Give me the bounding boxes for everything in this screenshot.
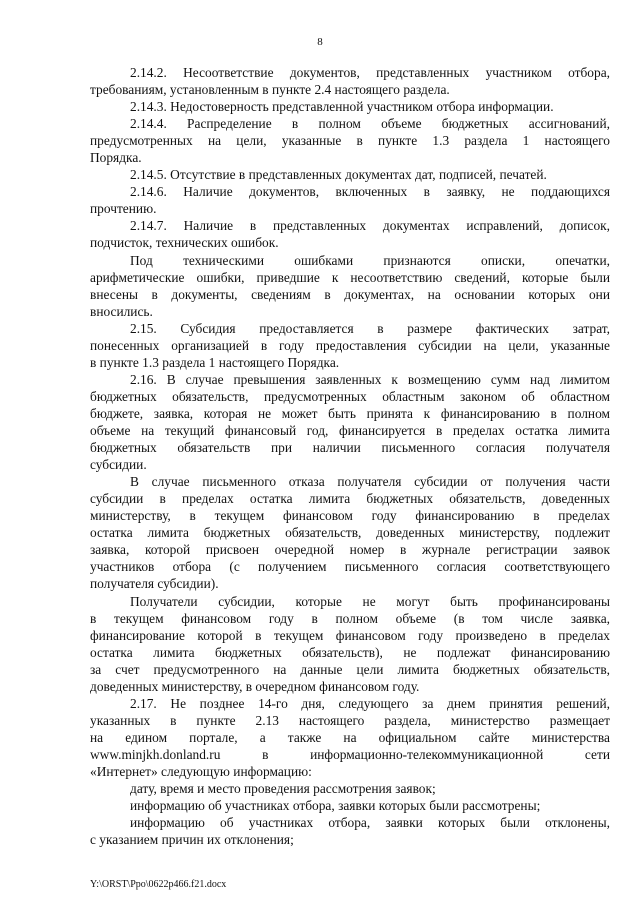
- text-line: вносились.: [90, 304, 153, 319]
- text-line: информацию об участниках отбора, заявки которых были рассмотрены;: [130, 798, 541, 813]
- text-line: www.minjkh.donland.ru в информационно-телекоммуникационной сети: [90, 747, 610, 762]
- text-line: Порядка.: [90, 150, 142, 165]
- text-line: 2.15. Субсидия предоставляется в размере фактических затрат,: [130, 321, 610, 336]
- text-line: подчисток, технических ошибок.: [90, 235, 279, 250]
- text-line: участников отбора (с получением письменного согласия соответствующего: [90, 559, 610, 574]
- text-line: понесенных организацией в году предоставления субсидии на цели, указанные: [90, 338, 610, 353]
- text-line: за счет предусмотренного на данные цели лимита бюджетных обязательств,: [90, 662, 610, 677]
- text-line: в пункте 1.3 раздела 1 настоящего Порядка.: [90, 355, 340, 370]
- page-number: 8: [317, 36, 323, 48]
- text-line: заявка, которой присвоен очередной номер в журнале регистрации заявок: [90, 542, 610, 557]
- text-line: доведенных министерству, в очередном финансовом году.: [90, 679, 420, 694]
- text-line: прочтению.: [90, 201, 157, 216]
- text-line: бюджетных обязательств при наличии письменного согласия получателя: [90, 440, 610, 455]
- text-line: предусмотренных на цели, указанные в пункте 1.3 раздела 1 настоящего: [90, 133, 610, 148]
- text-line: внесены в документы, сведениям в документах, на основании которых они: [90, 287, 610, 302]
- text-line: бюджете, заявка, которая не может быть принята к финансированию в полном: [90, 406, 610, 421]
- text-line: 2.14.5. Отсутствие в представленных документах дат, подписей, печатей.: [130, 167, 547, 182]
- text-line: информацию об участниках отбора, заявки которых были отклонены,: [130, 815, 610, 830]
- text-line: указанных в пункте 2.13 настоящего раздела, министерство размещает: [90, 713, 610, 728]
- text-line: бюджетных обязательств, предусмотренных областным законом об областном: [90, 389, 610, 404]
- text-line: в текущем финансовом году в полном объеме (в том числе заявка,: [90, 611, 610, 626]
- text-line: арифметические ошибки, приведшие к несоответствию сведений, которые были: [90, 270, 610, 285]
- footer-file-path: Y:\ORST\Ppo\0622p466.f21.docx: [90, 879, 227, 890]
- text-line: 2.14.4. Распределение в полном объеме бюджетных ассигнований,: [130, 116, 610, 131]
- text-line: 2.14.6. Наличие документов, включенных в заявку, не поддающихся: [130, 184, 610, 199]
- text-line: субсидии в пределах остатка лимита бюджетных обязательств, доведенных: [90, 491, 610, 506]
- text-line: с указанием причин их отклонения;: [90, 832, 294, 847]
- text-line: 2.14.3. Недостоверность представленной участником отбора информации.: [130, 99, 554, 114]
- text-line: министерству, в текущем финансовом году финансированию в пределах: [90, 508, 610, 523]
- text-line: субсидии.: [90, 457, 147, 472]
- text-line: Под техническими ошибками признаются описки, опечатки,: [130, 253, 610, 268]
- text-line: остатка лимита бюджетных обязательств, доведенных министерству, подлежит: [90, 525, 610, 540]
- text-line: объеме на текущий финансовый год, финансируется в пределах остатка лимита: [90, 423, 610, 438]
- text-line: 2.17. Не позднее 14-го дня, следующего за днем принятия решений,: [130, 696, 610, 711]
- text-line: 2.14.2. Несоответствие документов, представленных участником отбора,: [130, 65, 610, 80]
- text-line: «Интернет» следующую информацию:: [90, 764, 312, 779]
- text-line: требованиям, установленным в пункте 2.4 настоящего раздела.: [90, 82, 450, 97]
- text-line: 2.14.7. Наличие в представленных документах исправлений, дописок,: [130, 218, 610, 233]
- text-line: В случае письменного отказа получателя субсидии от получения части: [130, 474, 610, 489]
- text-line: на едином портале, а также на официальном сайте министерства: [90, 730, 610, 745]
- text-line: 2.16. В случае превышения заявленных к возмещению сумм над лимитом: [130, 372, 610, 387]
- text-line: остатка лимита бюджетных обязательств), не подлежат финансированию: [90, 645, 610, 660]
- text-line: финансирование которой в текущем финансовом году произведено в пределах: [90, 628, 610, 643]
- text-line: дату, время и место проведения рассмотрения заявок;: [130, 781, 436, 796]
- text-line: получателя субсидии).: [90, 576, 219, 591]
- text-line: Получатели субсидии, которые не могут быть профинансированы: [130, 594, 610, 609]
